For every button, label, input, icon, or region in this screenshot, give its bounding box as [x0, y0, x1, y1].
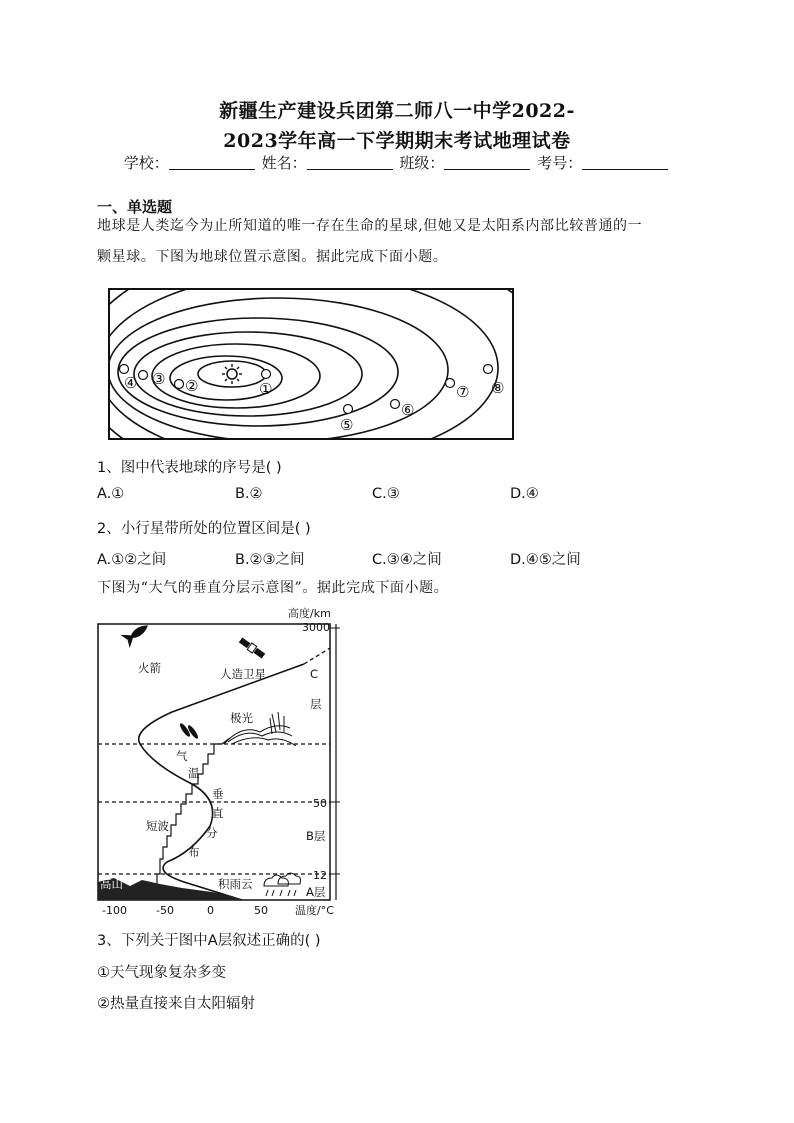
meteor-icon — [178, 722, 199, 740]
q2-option-c[interactable]: C.③④之间 — [372, 552, 442, 568]
x-axis-title: 温度/°C — [295, 904, 334, 917]
q3-item-1: ①天气现象复杂多变 — [97, 965, 226, 981]
exam-title-line2: 2023学年高一下学期期末考试地理试卷 — [223, 130, 571, 152]
rocket-label: 火箭 — [138, 661, 161, 675]
y-tick-50: 50 — [313, 797, 327, 810]
curve-label-3: 垂 — [212, 787, 224, 801]
planet-label-7: ⑦ — [456, 383, 470, 401]
intro-atmosphere: 下图为“大气的垂直分层示意图”。据此完成下面小题。 — [97, 580, 449, 596]
planet-label-4: ④ — [124, 374, 138, 392]
y-tick-12: 12 — [313, 869, 327, 882]
plot-frame — [98, 624, 330, 900]
q1-option-b[interactable]: B.② — [235, 486, 263, 502]
planet-label-5: ⑤ — [340, 416, 354, 434]
exam-number-label: 考号： — [537, 154, 583, 172]
name-blank[interactable] — [307, 155, 393, 170]
question-3-stem: 3、下列关于图中A层叙述正确的( ) — [97, 933, 321, 949]
x-tick-0: 0 — [207, 904, 214, 917]
rocket-icon — [120, 619, 152, 648]
curve-label-2: 温 — [188, 766, 200, 780]
c-layer-label-2: 层 — [310, 697, 322, 711]
satellite-label: 人造卫星 — [220, 667, 266, 681]
atmosphere-figure — [92, 604, 362, 918]
c-layer-label-1: C — [310, 667, 319, 681]
curve-label-6: 布 — [188, 845, 200, 859]
q2-option-a[interactable]: A.①②之间 — [97, 552, 167, 568]
intro-line2: 颗星球。下图为地球位置示意图。据此完成下面小题。 — [97, 249, 448, 265]
planet-label-1: ① — [259, 380, 273, 398]
name-label: 姓名： — [261, 154, 307, 172]
planet-label-8: ⑧ — [491, 379, 505, 397]
class-blank[interactable] — [444, 155, 530, 170]
exam-number-blank[interactable] — [582, 155, 668, 170]
a-layer-label: A层 — [306, 885, 326, 899]
q1-option-d[interactable]: D.④ — [510, 486, 539, 502]
x-tick-50: 50 — [254, 904, 268, 917]
b-layer-label: B层 — [306, 829, 326, 843]
section-heading: 一、单选题 — [97, 198, 173, 216]
class-label: 班级： — [399, 154, 445, 172]
shortwave-label: 短波 — [146, 819, 169, 833]
q1-option-a[interactable]: A.① — [97, 486, 125, 502]
x-tick-minus50: -50 — [156, 904, 174, 917]
curve-extension — [304, 648, 330, 664]
q3-item-2: ②热量直接来自太阳辐射 — [97, 996, 255, 1012]
cumulonimbus-icon — [264, 873, 301, 896]
planet-label-3: ③ — [152, 370, 166, 388]
exam-title-line1: 新疆生产建设兵团第二师八一中学2022- — [219, 100, 575, 122]
cumulonimbus-label: 积雨云 — [218, 877, 253, 891]
question-2-stem: 2、小行星带所处的位置区间是( ) — [97, 521, 311, 537]
curve-label-5: 分 — [206, 826, 218, 840]
student-info-fields — [0, 152, 794, 173]
question-1-stem: 1、图中代表地球的序号是( ) — [97, 460, 282, 476]
planet-label-2: ② — [185, 377, 199, 395]
q1-option-c[interactable]: C.③ — [372, 486, 400, 502]
satellite-icon — [238, 637, 266, 660]
y-axis-title: 高度/km — [288, 607, 331, 620]
x-tick-minus100: -100 — [102, 904, 127, 917]
y-tick-3000: 3000 — [302, 621, 330, 634]
curve-label-4: 直 — [212, 806, 224, 820]
school-label: 学校： — [123, 154, 169, 172]
curve-label-1: 气 — [176, 749, 188, 763]
intro-line1: 地球是人类迄今为止所知道的唯一存在生命的星球,但她又是太阳系内部比较普通的一 — [97, 218, 643, 234]
q2-option-b[interactable]: B.②③之间 — [235, 552, 305, 568]
aurora-label: 极光 — [230, 711, 253, 725]
q2-option-d[interactable]: D.④⑤之间 — [510, 552, 581, 568]
temperature-curve — [139, 664, 304, 900]
planet-label-6: ⑥ — [401, 401, 415, 419]
school-blank[interactable] — [169, 155, 255, 170]
solar-system-figure — [108, 288, 514, 440]
mountain-label: 高山 — [100, 877, 123, 891]
